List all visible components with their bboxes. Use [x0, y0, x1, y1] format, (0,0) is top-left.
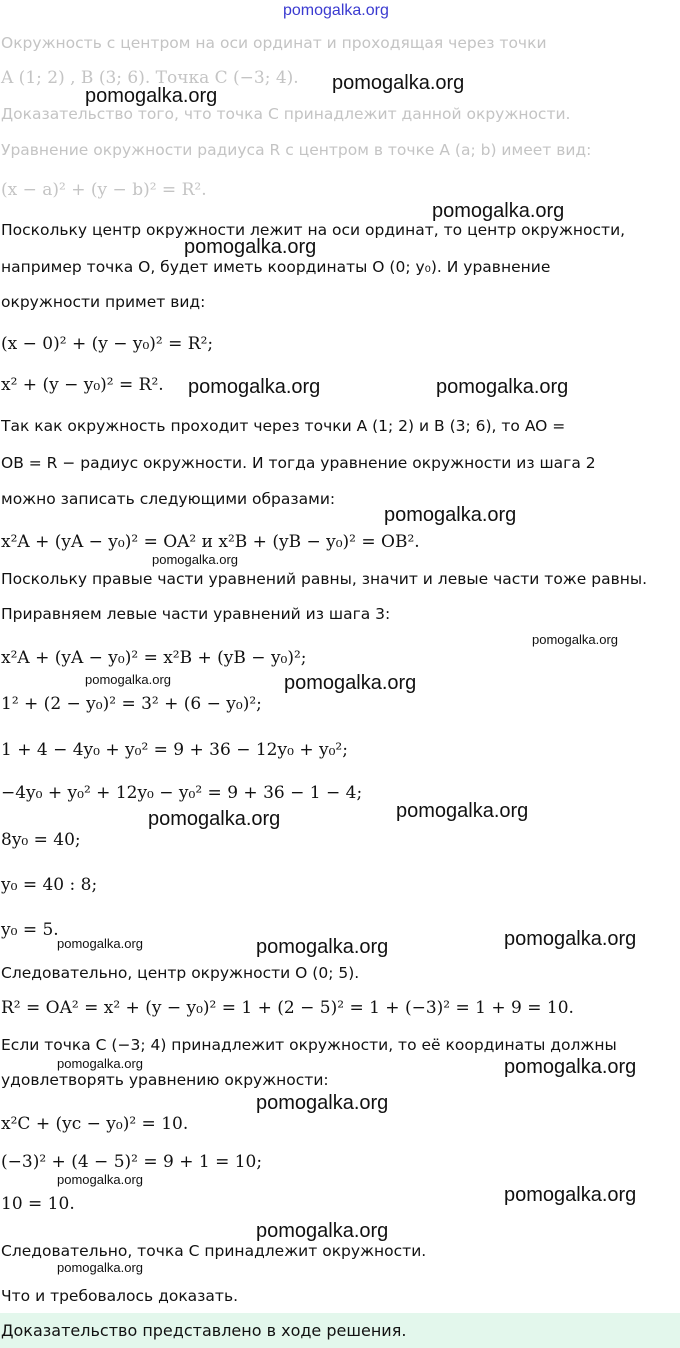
condition-line-2: A (1; 2) , B (3; 6). Точка C (−3; 4). [1, 68, 299, 88]
check-text-b: удовлетворять уравнению окружности: [1, 1071, 329, 1089]
condition-line-1: Окружность с центром на оси ординат и проходящая через точки [1, 34, 547, 52]
watermark: pomogalka.org [432, 200, 565, 222]
step-2-text-c: можно записать следующими образами: [1, 490, 336, 508]
conclusion: Следовательно, точка C принадлежит окружности. [1, 1242, 427, 1260]
equation-6: 1 + 4 − 4y₀ + y₀² = 9 + 36 − 12y₀ + y₀²; [1, 740, 348, 760]
watermark: pomogalka.org [504, 928, 637, 950]
watermark: pomogalka.org [532, 632, 618, 647]
watermark: pomogalka.org [396, 800, 529, 822]
watermark: pomogalka.org [332, 72, 465, 94]
equation-12: (−3)² + (4 − 5)² = 9 + 1 = 10; [1, 1152, 263, 1172]
site-link[interactable]: pomogalka.org [283, 2, 389, 19]
step-1-text-b: например точка O, будет иметь координаты O (0; y₀). И уравнение [1, 258, 551, 276]
step-2-text-a: Так как окружность проходит через точки A (1; 2) и B (3; 6), то AO = [1, 417, 566, 435]
watermark: pomogalka.org [384, 504, 517, 526]
answer-text: Доказательство представлено в ходе решения. [1, 1321, 407, 1340]
watermark: pomogalka.org [152, 552, 238, 567]
equation-7: −4y₀ + y₀² + 12y₀ − y₀² = 9 + 36 − 1 − 4; [1, 783, 363, 803]
equation-9: y₀ = 40 : 8; [1, 875, 98, 895]
equation-2: x² + (y − y₀)² = R². [1, 375, 164, 395]
circle-equation-general: (x − a)² + (y − b)² = R². [1, 180, 207, 200]
watermark: pomogalka.org [184, 236, 317, 258]
watermark: pomogalka.org [85, 85, 218, 107]
watermark: pomogalka.org [256, 936, 389, 958]
watermark: pomogalka.org [148, 808, 281, 830]
watermark: pomogalka.org [57, 936, 143, 951]
watermark: pomogalka.org [188, 376, 321, 398]
watermark: pomogalka.org [57, 1056, 143, 1071]
equation-11: x²C + (yc − y₀)² = 10. [1, 1114, 189, 1134]
step-1-text-a: Поскольку центр окружности лежит на оси ординат, то центр окружности, [1, 221, 626, 239]
equation-4: x²A + (yA − y₀)² = x²B + (yB − y₀)²; [1, 648, 307, 668]
check-text-a: Если точка C (−3; 4) принадлежит окружности, то её координаты должны [1, 1036, 617, 1054]
watermark: pomogalka.org [256, 1092, 389, 1114]
equation-13: 10 = 10. [1, 1194, 75, 1214]
watermark: pomogalka.org [284, 672, 417, 694]
equation-1: (x − 0)² + (y − y₀)² = R²; [1, 334, 214, 354]
watermark: pomogalka.org [57, 1260, 143, 1275]
equation-3: x²A + (yA − y₀)² = OA² и x²B + (yB − y₀)² = OB². [1, 532, 420, 552]
watermark: pomogalka.org [504, 1056, 637, 1078]
answer-box [0, 1313, 680, 1348]
step-3-text-b: Приравняем левые части уравнений из шага 3: [1, 605, 391, 623]
circle-equation-intro: Уравнение окружности радиуса R с центром в точке A (a; b) имеет вид: [1, 141, 592, 159]
qed: Что и требовалось доказать. [1, 1287, 239, 1305]
equation-5: 1² + (2 − y₀)² = 3² + (6 − y₀)²; [1, 694, 262, 714]
goal-line: Доказательство того, что точка C принадлежит данной окружности. [1, 105, 571, 123]
watermark: pomogalka.org [436, 376, 569, 398]
watermark: pomogalka.org [504, 1184, 637, 1206]
equation-10: y₀ = 5. [1, 920, 59, 940]
step-3-text-a: Поскольку правые части уравнений равны, значит и левые части тоже равны. [1, 570, 648, 588]
center-result: Следовательно, центр окружности O (0; 5). [1, 964, 360, 982]
watermark: pomogalka.org [256, 1220, 389, 1242]
watermark: pomogalka.org [57, 1172, 143, 1187]
step-1-text-c: окружности примет вид: [1, 293, 206, 311]
step-2-text-b: OB = R − радиус окружности. И тогда уравнение окружности из шага 2 [1, 454, 596, 472]
radius-equation: R² = OA² = x² + (y − y₀)² = 1 + (2 − 5)² = 1 + (−3)² = 1 + 9 = 10. [1, 998, 574, 1018]
equation-8: 8y₀ = 40; [1, 830, 81, 850]
watermark: pomogalka.org [85, 672, 171, 687]
